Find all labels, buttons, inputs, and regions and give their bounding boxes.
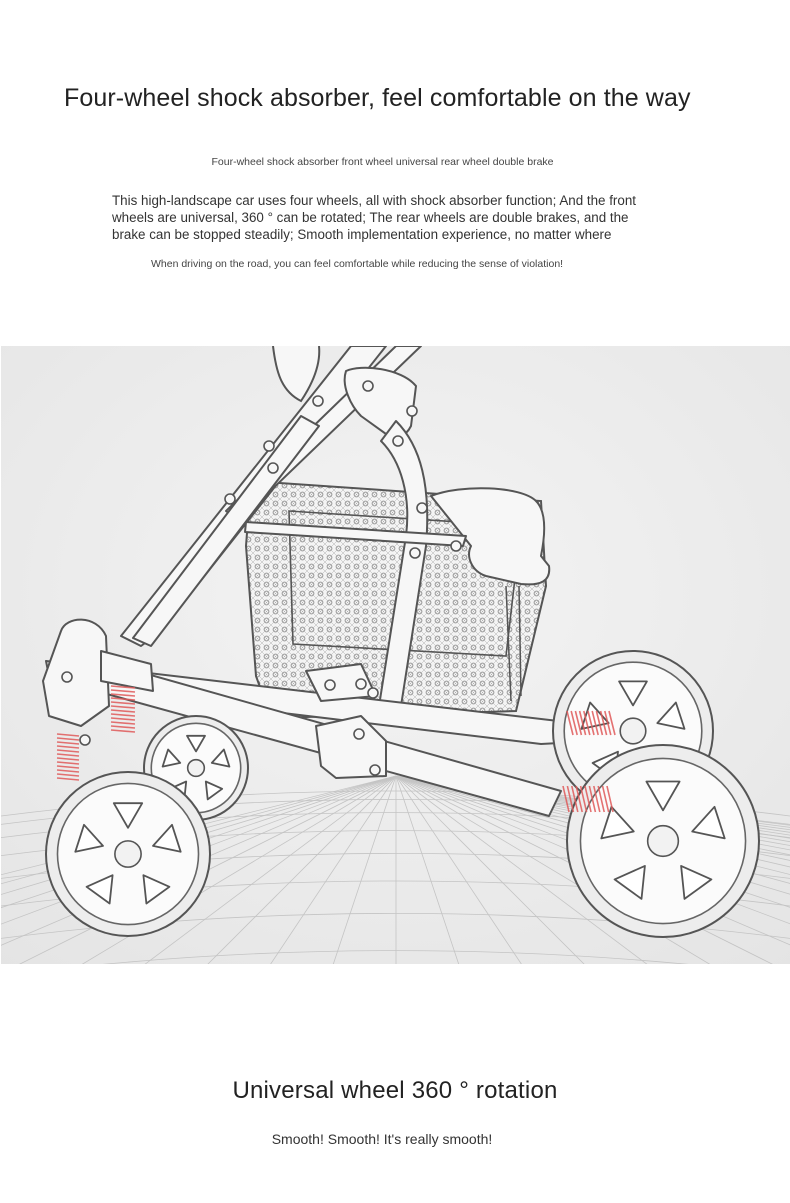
universal-wheel-subtitle: Smooth! Smooth! It's really smooth!	[271, 1131, 493, 1147]
stroller-drawing	[1, 346, 790, 964]
description-line: brake can be stopped steadily; Smooth implementation experience, no matter where	[112, 227, 612, 242]
front-left-wheel	[46, 772, 210, 936]
description-paragraph	[112, 192, 692, 243]
page-subtitle: Four-wheel shock absorber front wheel universal rear wheel double brake	[211, 156, 554, 168]
page-title: Four-wheel shock absorber, feel comfortable on the way	[64, 84, 691, 112]
front-right-wheel	[567, 745, 759, 937]
description-note: When driving on the road, you can feel comfortable while reducing the sense of violation!	[151, 258, 564, 270]
intro-section	[0, 0, 790, 340]
universal-wheel-title: Universal wheel 360 ° rotation	[232, 1077, 558, 1104]
description-line: wheels are universal, 360 ° can be rotated; The rear wheels are double brakes, and the	[112, 210, 629, 225]
stroller-wheels-illustration	[1, 346, 790, 964]
description-line: This high-landscape car uses four wheels, all with shock absorber function; And the front	[112, 193, 637, 208]
